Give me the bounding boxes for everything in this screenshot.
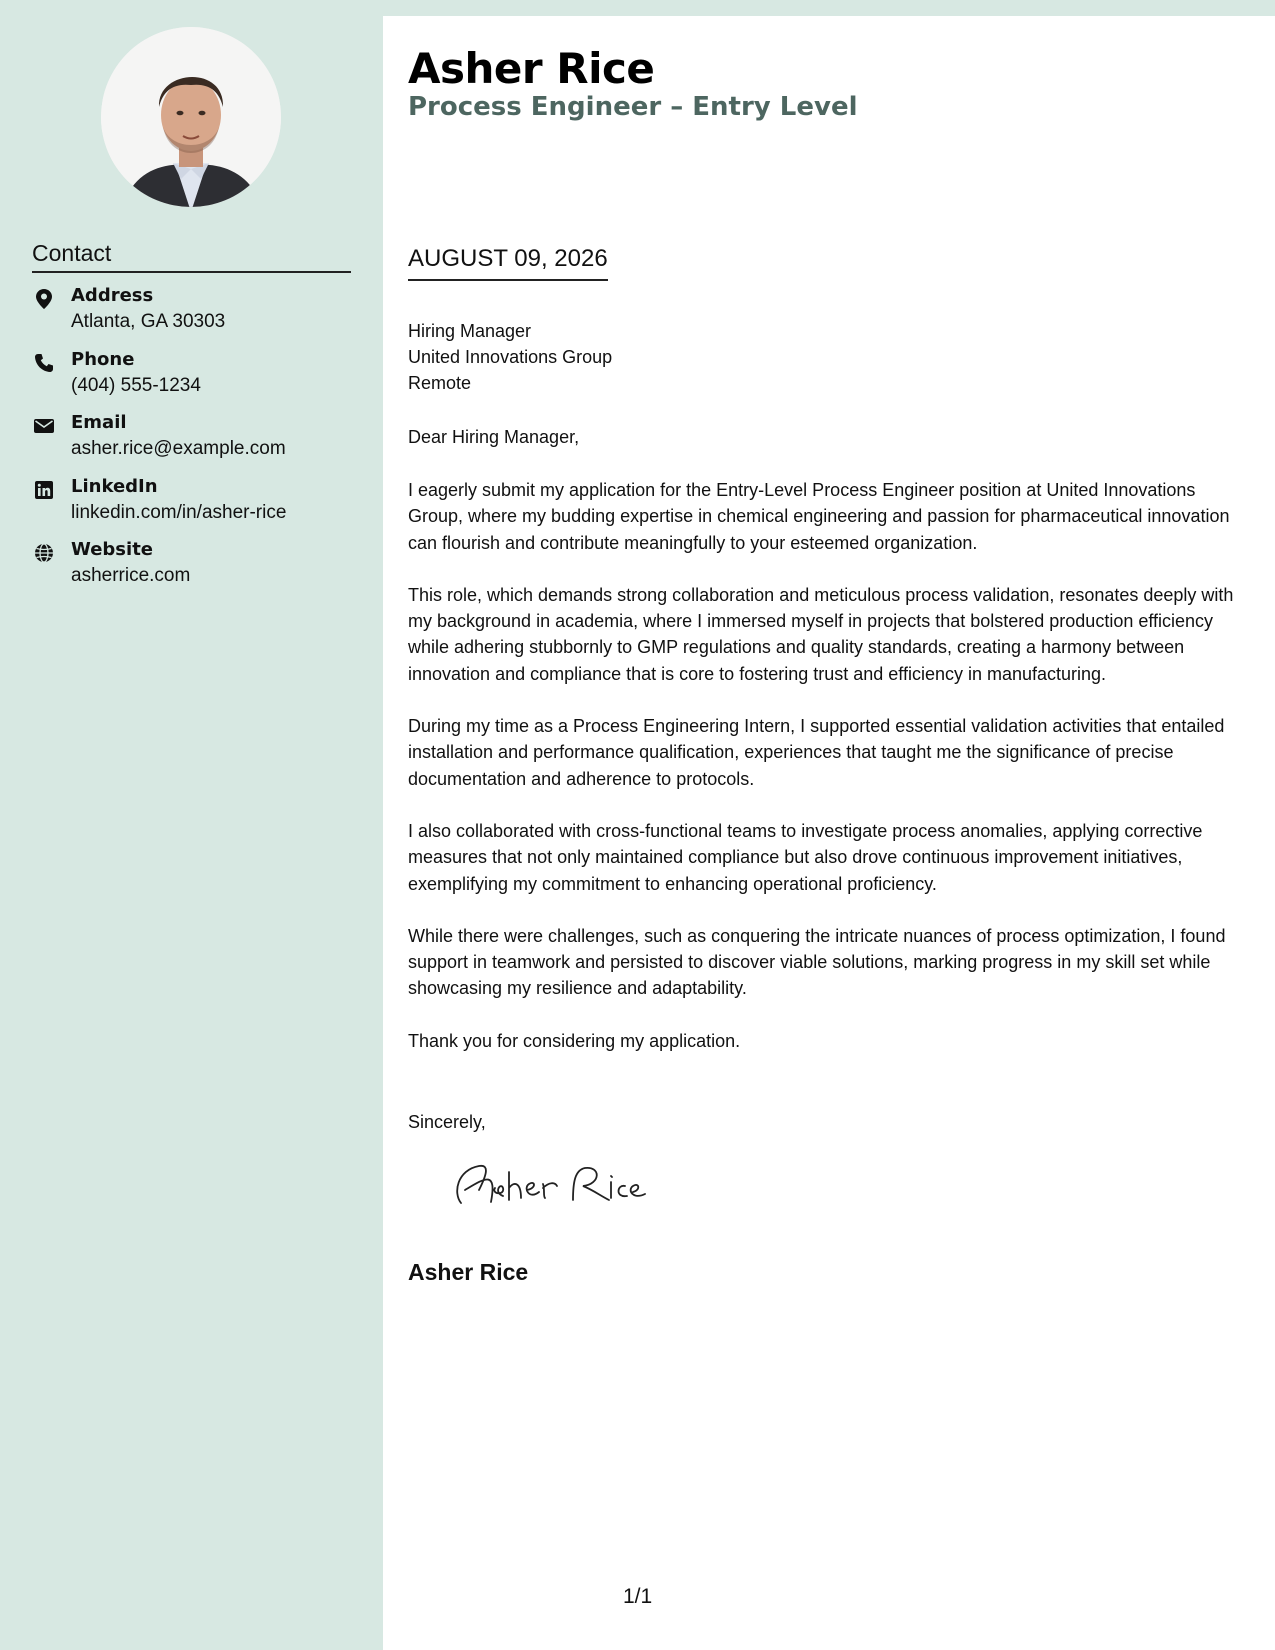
- globe-icon: [32, 541, 56, 565]
- closing: Sincerely,: [408, 1112, 486, 1132]
- contact-value: (404) 555-1234: [71, 374, 201, 396]
- contact-label: Email: [71, 412, 127, 433]
- contact-item-address: [32, 285, 362, 349]
- job-title: Process Engineer – Entry Level: [408, 92, 858, 122]
- sidebar: [0, 0, 383, 1650]
- contact-item-linkedin: [32, 476, 362, 540]
- letter-date: AUGUST 09, 2026: [408, 245, 608, 281]
- recipient-line: Remote: [408, 373, 472, 393]
- contact-list: [32, 285, 362, 603]
- salutation: Dear Hiring Manager,: [408, 427, 580, 447]
- contact-item-phone: [32, 349, 362, 413]
- body-paragraph: I eagerly submit my application for the Entry-Level Process Engineer position at United Innovations Group, where my budding expertise in chemical engineering and passion for pharmaceutical innovation can flourish and contribute meaningfully to your esteemed organization.: [408, 480, 1230, 553]
- signed-name: Asher Rice: [408, 1259, 529, 1285]
- body-paragraph: I also collaborated with cross-functional teams to investigate process anomalies, applying corrective measures that not only maintained compliance but also drove continuous improvement initiatives, exemplifying my commitment to enhancing operational proficiency.: [408, 820, 1203, 894]
- body-paragraph: This role, which demands strong collaboration and meticulous process validation, resonates deeply with my background in academia, where I immersed myself in projects that bolstered production efficiency while adhering stubbornly to GMP regulations and quality standards, creating a harmony between innovation and compliance that is core to fostering trust and efficiency in manufacturing.: [408, 584, 1234, 684]
- contact-label: Phone: [71, 348, 135, 370]
- contact-value: linkedin.com/in/asher-rice: [71, 501, 287, 523]
- body-paragraph: While there were challenges, such as conquering the intricate nuances of process optimization, I found support in teamwork and persisted to discover viable solutions, marking progress in my skill set while showcasing my resilience and adaptability.: [408, 925, 1226, 999]
- recipient-block: [408, 318, 612, 396]
- body-paragraph: Thank you for considering my application.: [408, 1030, 741, 1051]
- body-paragraph: During my time as a Process Engineering Intern, I supported essential validation activities that entailed installation and performance qualification, experiences that taught me the significance of precise documentation and adherence to protocols.: [408, 716, 1225, 789]
- avatar: [101, 27, 281, 207]
- letter-main: [383, 16, 1275, 1650]
- contact-heading: Contact: [32, 240, 351, 273]
- contact-value: Atlanta, GA 30303: [71, 311, 226, 332]
- handwritten-signature: [445, 1148, 665, 1218]
- page-number: 1/1: [623, 1585, 653, 1608]
- letter-body: [408, 477, 1248, 1080]
- contact-item-website: [32, 539, 362, 603]
- contact-item-email: [32, 412, 362, 476]
- contact-label: LinkedIn: [71, 475, 158, 497]
- envelope-icon: [32, 414, 56, 438]
- phone-icon: [32, 351, 56, 375]
- linkedin-icon: [32, 478, 56, 502]
- recipient-line: United Innovations Group: [408, 347, 613, 367]
- contact-label: Website: [71, 539, 154, 560]
- contact-label: Address: [71, 285, 154, 306]
- location-pin-icon: [32, 287, 56, 311]
- contact-value: asher.rice@example.com: [71, 438, 286, 459]
- recipient-line: Hiring Manager: [408, 321, 532, 341]
- applicant-name: Asher Rice: [408, 44, 655, 93]
- contact-value: asherrice.com: [71, 565, 191, 586]
